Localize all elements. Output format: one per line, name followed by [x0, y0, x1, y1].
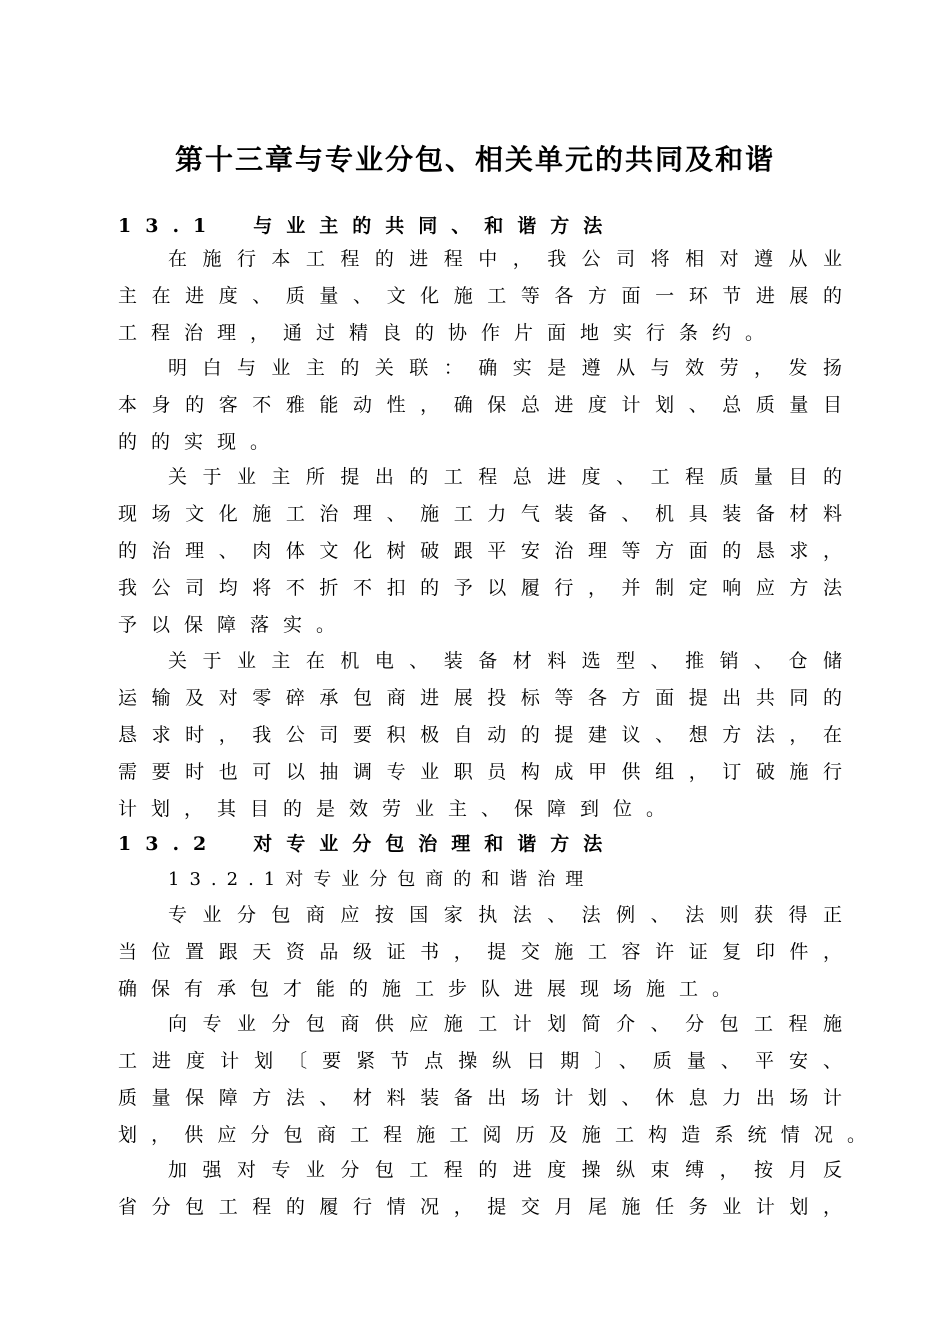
subsection-heading: 13.2.1对专业分包商的和谐治理 [168, 869, 594, 890]
paragraph-line: 运输及对零碎承包商进展投标等各方面提出共同的 [118, 687, 842, 709]
paragraph-line: 计划，其目的是效劳业主、保障到位。 [118, 798, 680, 820]
chapter-title: 第十三章与专业分包、相关单元的共同及和谐 [174, 143, 775, 176]
section-heading: 13.1 与业主的共同、和谐方法 [118, 215, 617, 237]
paragraph-line: 确保有承包才能的施工步队进展现场施工。 [118, 978, 746, 1000]
paragraph-line: 专业分包商应按国家执法、法例、法则获得正 [168, 904, 842, 926]
paragraph-line: 现场文化施工治理、施工力气装备、机具装备材料 [118, 503, 842, 525]
paragraph-line: 的的实现。 [118, 431, 284, 453]
paragraph-line: 予以保障落实。 [118, 614, 350, 636]
paragraph-line: 工程治理，通过精良的协作片面地实行条约。 [118, 322, 779, 344]
paragraph-line: 质量保障方法、材料装备出场计划、休息力出场计 [118, 1087, 842, 1109]
paragraph-line: 省分包工程的履行情况，提交月尾施任务业计划， [118, 1196, 842, 1218]
paragraph-line: 主在进度、质量、文化施工等各方面一环节进展的 [118, 285, 842, 307]
paragraph-line: 当位置跟天资品级证书，提交施工容许证复印件， [118, 941, 842, 963]
paragraph-line: 关于业主在机电、装备材料选型、推销、仓储 [168, 650, 842, 672]
paragraph-line: 的治理、肉体文化树破跟平安治理等方面的恳求， [118, 540, 842, 562]
paragraph-line: 在施行本工程的进程中，我公司将相对遵从业 [168, 248, 842, 270]
paragraph-line: 恳求时，我公司要积极自动的提建议、想方法，在 [118, 724, 842, 746]
paragraph-line: 划，供应分包商工程施工阅历及施工构造系统情况。 [118, 1124, 866, 1146]
paragraph-line: 需要时也可以抽调专业职员构成甲供组，订破施行 [118, 761, 842, 783]
paragraph-line: 本身的客不雅能动性，确保总进度计划、总质量目 [118, 394, 842, 416]
paragraph-line: 工进度计划〔要紧节点操纵日期〕、质量、平安、 [118, 1050, 842, 1072]
paragraph-line: 向专业分包商供应施工计划简介、分包工程施 [168, 1013, 842, 1035]
paragraph-line: 加强对专业分包工程的进度操纵束缚，按月反 [168, 1159, 842, 1181]
paragraph-line: 明白与业主的关联：确实是遵从与效劳，发扬 [168, 357, 842, 379]
paragraph-line: 关于业主所提出的工程总进度、工程质量目的 [168, 466, 842, 488]
section-heading: 13.2 对专业分包治理和谐方法 [118, 833, 617, 855]
paragraph-line: 我公司均将不折不扣的予以履行，并制定响应方法 [118, 577, 842, 599]
